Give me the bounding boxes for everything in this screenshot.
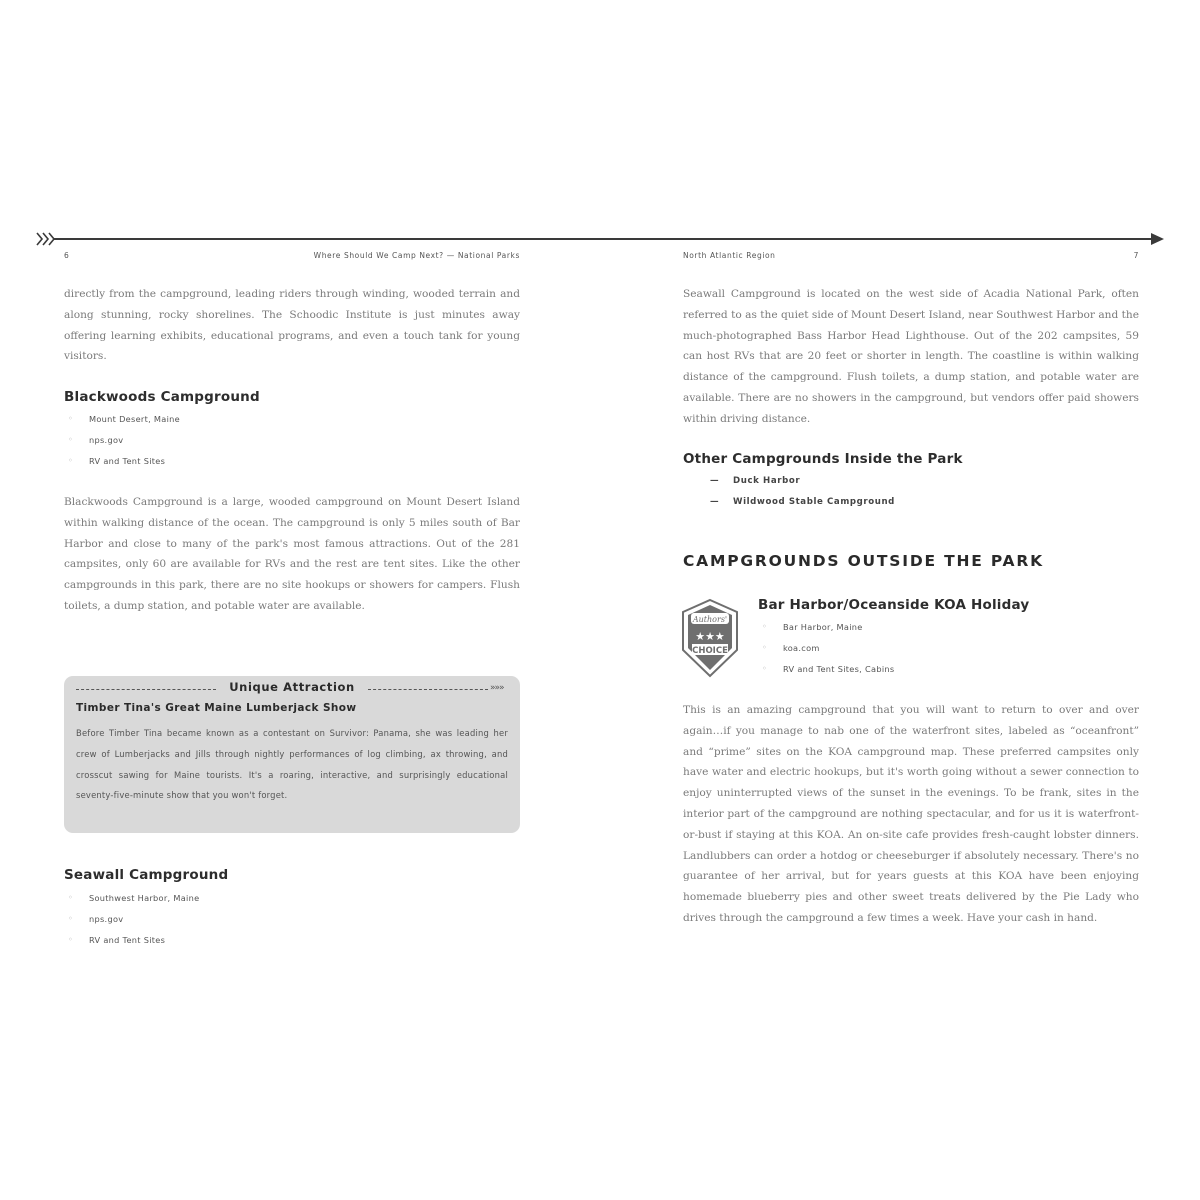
sidebar-title: Timber Tina's Great Maine Lumberjack Show <box>76 702 357 714</box>
tent-icon: ◦ <box>68 934 74 944</box>
other-campgrounds-list <box>710 471 895 513</box>
dash-icon: — <box>710 497 720 507</box>
koa-info-list <box>758 617 894 679</box>
right-running-title: North Atlantic Region <box>683 251 776 260</box>
chevrons-icon: »»» <box>490 683 504 693</box>
blackwoods-info-list <box>64 409 180 471</box>
list-item: ◦ koa.com <box>758 638 894 659</box>
tent-icon: ◦ <box>68 455 74 465</box>
other-campgrounds-heading: Other Campgrounds Inside the Park <box>683 451 963 467</box>
left-page-number: 6 <box>64 251 70 260</box>
badge-top-text: Authors' <box>692 615 728 624</box>
dash-icon: — <box>710 476 720 486</box>
list-item: — Wildwood Stable Campground <box>710 492 895 513</box>
list-item: ◦ Bar Harbor, Maine <box>758 617 894 638</box>
section-heading: CAMPGROUNDS OUTSIDE THE PARK <box>683 552 1044 570</box>
list-item: ◦ nps.gov <box>64 909 199 930</box>
header-rule <box>54 238 1154 240</box>
right-page-number: 7 <box>1133 251 1139 260</box>
authors-choice-badge-icon <box>680 598 740 678</box>
list-item: ◦ Southwest Harbor, Maine <box>64 888 199 909</box>
tent-icon: ◦ <box>762 663 768 673</box>
blackwoods-description: Blackwoods Campground is a large, wooded campground on Mount Desert Island within walking distance of the ocean. The campground is only 5 miles south of Bar Harbor and close to many of the park's most famous attractions. Out of the 281 campsites, only 60 are available for RVs and the rest are tent sites. Like the other campgrounds in this park, there are no site hookups or showers for campers. Flush toilets, a dump station, and potable water are available. <box>64 496 520 612</box>
list-item: ◦ RV and Tent Sites <box>64 930 199 951</box>
intro-paragraph: directly from the campground, leading riders through winding, wooded terrain and along stunning, rocky shorelines. The Schoodic Institute is just minutes away offering learning exhibits, educational programs, and even a touch tank for young visitors. <box>64 288 520 363</box>
list-item: ◦ RV and Tent Sites, Cabins <box>758 659 894 680</box>
sidebar-body: Before Timber Tina became known as a contestant on Survivor: Panama, she was leading her crew of Lumberjacks and Jills through nightly performances of log climbing, ax throwing, and crosscut sawing for Maine tourists. It's a roaring, interactive, and surprisingly educational seventy-five-minute show that you won't forget. <box>76 728 508 801</box>
location-pin-icon: ◦ <box>68 893 74 902</box>
sidebar-title-row <box>76 680 508 698</box>
arrow-head-icon <box>1151 232 1165 246</box>
badge-bottom-text: CHOICE <box>692 646 728 656</box>
svg-text:★★★: ★★★ <box>695 630 725 643</box>
location-pin-icon: ◦ <box>68 414 74 423</box>
web-icon: ◦ <box>68 434 74 444</box>
list-item: ◦ nps.gov <box>64 430 180 451</box>
web-icon: ◦ <box>762 642 768 652</box>
koa-description: This is an amazing campground that you will want to return to over and over again…if you manage to nab one of the waterfront sites, labeled as “oceanfront” and “prime” sites on the KOA campground map. These preferred campsites only have water and electric hookups, but it's worth going without a sewer connection to enjoy uninterrupted views of the sunset in the evenings. To be frank, sites in the interior part of the campground are nothing spectacular, and for us it is waterfront-or-bust if staying at this KOA. An on-site cafe provides fresh-caught lobster dinners. Landlubbers can order a hotdog or cheeseburger if absolutely necessary. There's no guarantee of her arrival, but for years guests at this KOA have been enjoying homemade blueberry pies and other sweet treats delivered by the Pie Lady who drives through the campground a few times a week. Have your cash in hand. <box>683 704 1139 924</box>
list-item: — Duck Harbor <box>710 471 895 492</box>
seawall-info-list <box>64 888 199 950</box>
seawall-heading: Seawall Campground <box>64 867 229 883</box>
list-item: ◦ Mount Desert, Maine <box>64 409 180 430</box>
seawall-description: Seawall Campground is located on the west side of Acadia National Park, often referred to as the quiet side of Mount Desert Island, near Southwest Harbor and the much-photographed Bass Harbor Head Lighthouse. Out of the 202 campsites, 59 can host RVs that are 20 feet or shorter in length. The coastline is within walking distance of the campground. Flush toilets, a dump station, and potable water are available. There are no showers in the campground, but vendors offer paid showers within driving distance. <box>683 288 1139 425</box>
left-running-title: Where Should We Camp Next? — National Parks <box>313 251 520 260</box>
sidebar-label: Unique Attraction <box>221 680 363 694</box>
koa-heading: Bar Harbor/Oceanside KOA Holiday <box>758 597 1030 613</box>
list-item: ◦ RV and Tent Sites <box>64 451 180 472</box>
location-pin-icon: ◦ <box>762 622 768 631</box>
unique-attraction-sidebar <box>64 676 520 833</box>
blackwoods-heading: Blackwoods Campground <box>64 389 260 405</box>
web-icon: ◦ <box>68 913 74 923</box>
